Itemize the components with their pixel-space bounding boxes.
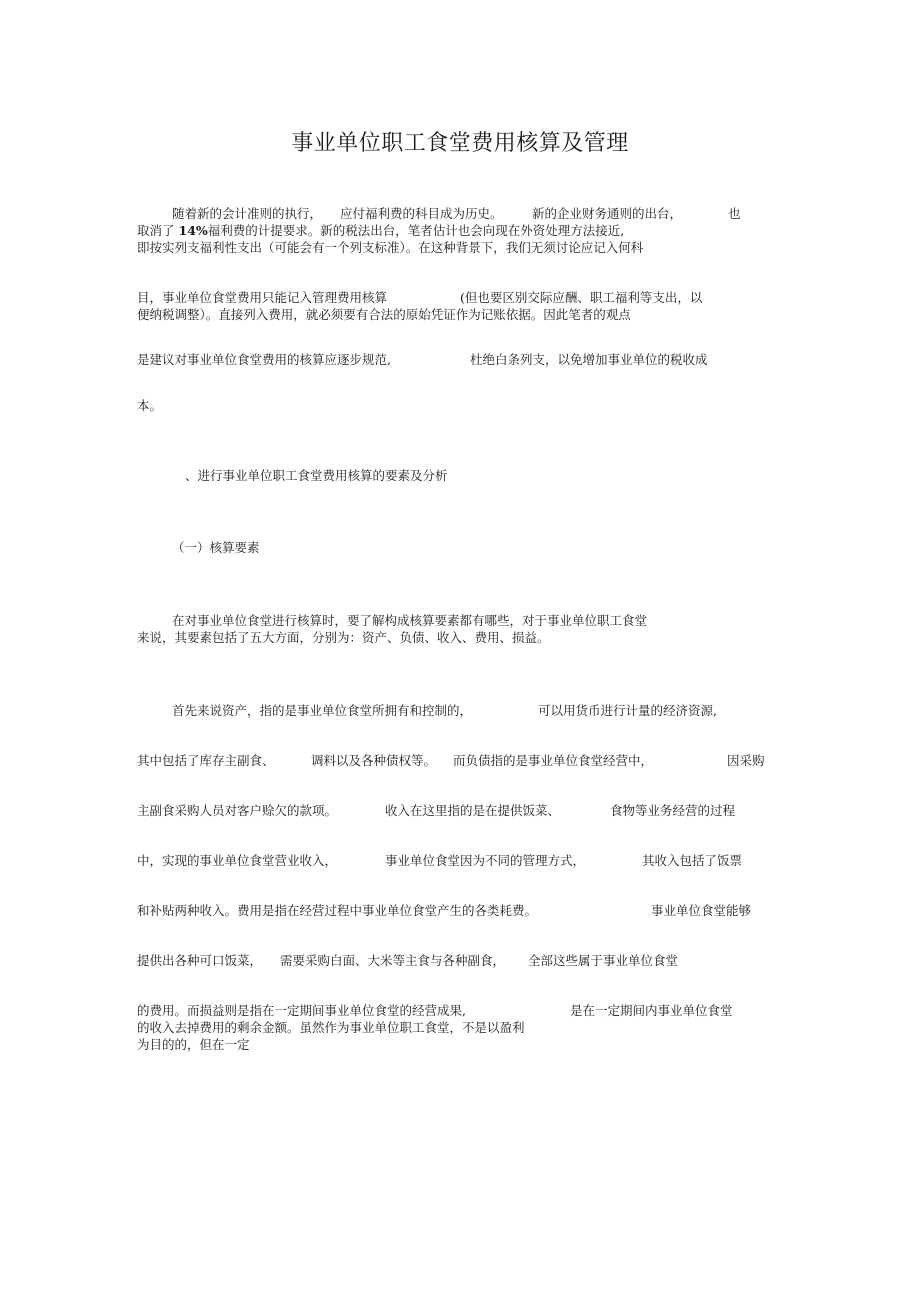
- text-line: 中，实现的事业单位食堂营业收入，: [137, 853, 338, 868]
- text-line: 是建议对事业单位食堂费用的核算应逐步规范,: [137, 352, 391, 367]
- text-line: 而负债指的是事业单位食堂经营中，: [453, 753, 654, 768]
- text-line: 因采购: [727, 753, 765, 768]
- text-line: 其收入包括了饭票: [642, 853, 743, 868]
- text-line: 收入在这里指的是在提供饭菜、: [385, 803, 561, 818]
- text-line: 食物等业务经营的过程: [610, 803, 736, 818]
- section-heading: 、进行事业单位职工食堂费用核算的要素及分析: [185, 468, 448, 483]
- text-line: 来说，其要素包括了五大方面，分别为：资产、负债、收入、费用、损益。: [137, 630, 550, 645]
- text-line: 全部这些属于事业单位食堂: [528, 953, 679, 968]
- text-line: 调料以及各种债权等。: [311, 753, 437, 768]
- document-title: 事业单位职工食堂费用核算及管理: [291, 131, 629, 156]
- text-line: 即按实列支福利性支出（可能会有一个列支标准）。在这种背景下，我们无须讨论应记入何科: [137, 240, 644, 255]
- text-line: 应付福利费的科目成为历史。: [340, 206, 503, 221]
- text-line: 事业单位食堂能够: [651, 903, 752, 918]
- text-line: 其中包括了库存主副食、: [137, 753, 275, 768]
- text-line: 随着新的会计准则的执行，: [172, 206, 323, 221]
- text-line: 可以用货币进行计量的经济资源,: [538, 703, 717, 718]
- text-line: 在对事业单位食堂进行核算时，要了解构成核算要素都有哪些，对于事业单位职工食堂: [172, 613, 648, 628]
- text-line: 的收入去掉费用的剩余金额。虽然作为事业单位职工食堂，不是以盈利: [137, 1020, 525, 1035]
- text-line: 新的企业财务通则的出台，: [532, 206, 683, 221]
- text-line: 首先来说资产，指的是事业单位食堂所拥有和控制的，: [172, 703, 473, 718]
- text-line: 目，事业单位食堂费用只能记入管理费用核算: [137, 290, 388, 305]
- text-line: 便纳税调整）。直接列入费用，就必须要有合法的原始凭证作为记账依据。因此笔者的观点: [137, 307, 631, 322]
- text-line: 取消了 14%福利费的计提要求。新的税法出台，笔者估计也会向现在外资处理方法接近,: [137, 223, 625, 238]
- text-line: 主副食采购人员对客户赊欠的款项。: [137, 803, 338, 818]
- text-line: 是在一定期间内事业单位食堂: [570, 1003, 733, 1018]
- text-line: 的费用。而损益则是指在一定期间事业单位食堂的经营成果,: [137, 1003, 466, 1018]
- text-line: 提供出各种可口饭菜，: [137, 953, 263, 968]
- text-line: 杜绝白条列支，以免增加事业单位的税收成: [470, 352, 708, 367]
- text-line: 需要采购白面、大米等主食与各种副食，: [280, 953, 506, 968]
- subsection-heading: （一）核算要素: [172, 540, 260, 555]
- text-line: 为目的的，但在一定: [137, 1037, 250, 1052]
- text-line: 也: [728, 206, 741, 221]
- text-line: (但也要区别交际应酬、职工福利等支出，以: [460, 290, 703, 305]
- text-line: 本。: [137, 398, 163, 413]
- text-line: 和补贴两种收入。费用是指在经营过程中事业单位食堂产生的各类耗费。: [137, 903, 538, 918]
- text-line: 事业单位食堂因为不同的管理方式，: [385, 853, 586, 868]
